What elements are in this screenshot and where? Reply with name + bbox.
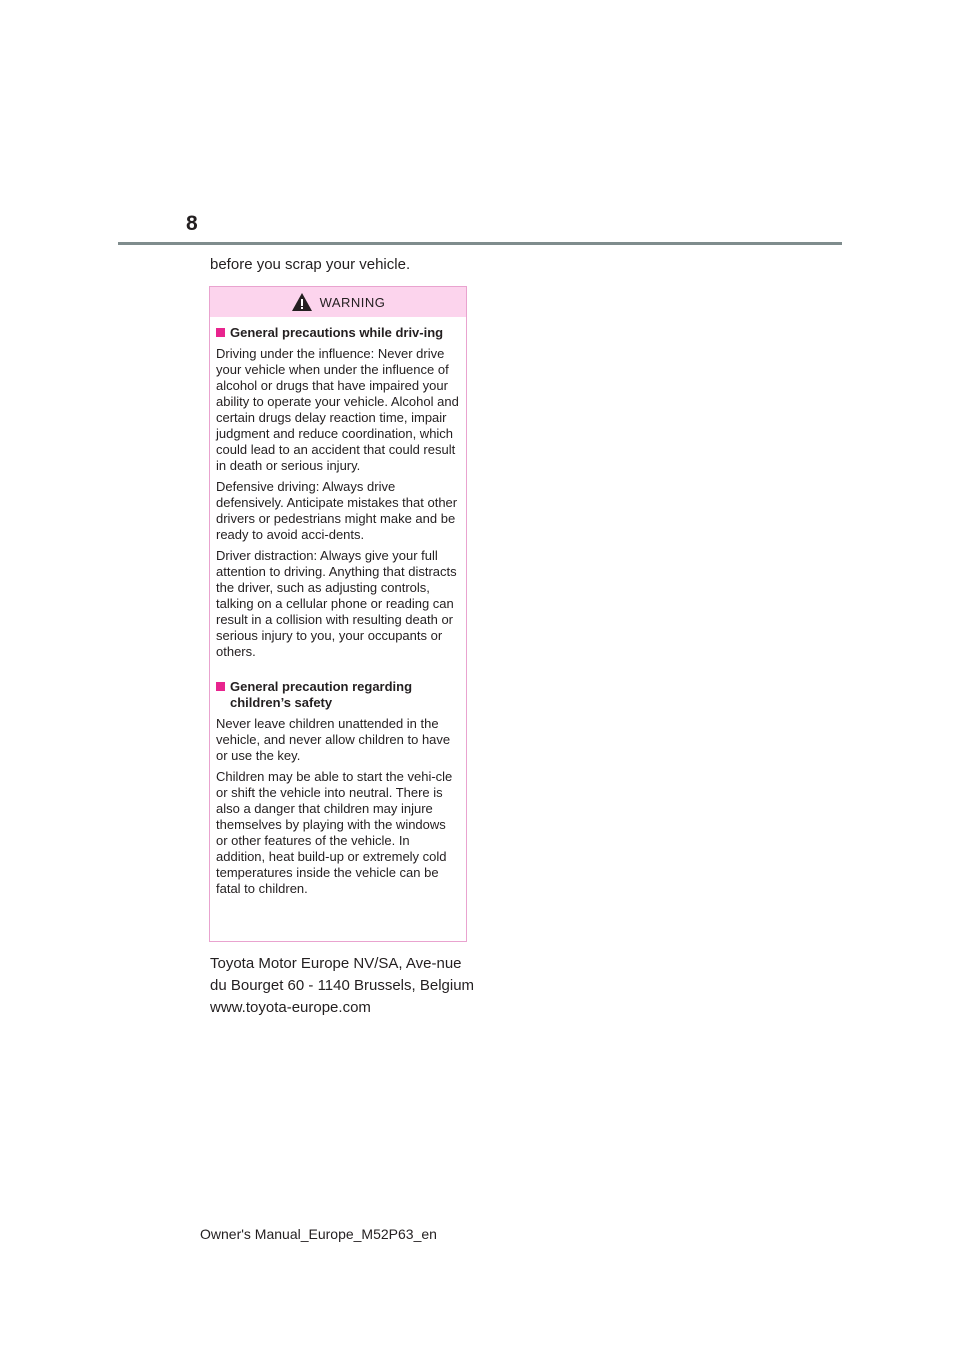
warning-box — [209, 286, 467, 942]
section-heading-text: General precaution regarding children’s safety — [230, 679, 413, 710]
warning-body — [210, 317, 466, 897]
section-heading-text: General precautions while driv-ing — [230, 325, 444, 340]
square-bullet-icon — [216, 328, 225, 337]
paragraph-children-start-vehicle: Children may be able to start the vehi-cle or shift the vehicle into neutral. There is also a danger that children may injure themselves by playing with the windows or other features of the vehicle. In addition, heat build-up or extremely cold temperatures inside the vehicle can be fatal to children. — [216, 769, 453, 896]
paragraph-driving-under-influence: Driving under the influence: Never drive your vehicle when under the influence of alcohol or drugs that have impaired your ability to operate your vehicle. Alcohol and certain drugs delay reaction time, impair judgment and reduce coordination, which could lead to an accident that could result in death or serious injury. — [216, 346, 459, 473]
footer-manual-id: Owner's Manual_Europe_M52P63_en — [200, 1226, 437, 1242]
manufacturer-address: Toyota Motor Europe NV/SA, Ave-nue du Bourget 60 - 1140 Brussels, Belgium www.toyota-europe.com — [210, 955, 475, 1016]
intro-text: before you scrap your vehicle. — [210, 256, 411, 273]
warning-header — [210, 287, 466, 317]
paragraph-unattended-children: Never leave children unattended in the vehicle, and never allow children to have or use the key. — [216, 716, 451, 763]
paragraph-driver-distraction: Driver distraction: Always give your full attention to driving. Anything that distracts the driver, such as adjusting controls, talking on a cellular phone or reading can result in a collision with resulting death or serious injury to you, your occupants or others. — [216, 548, 457, 659]
header-divider — [118, 242, 842, 245]
section-heading-childrens-safety — [216, 679, 460, 711]
section-heading-general-precautions — [216, 325, 460, 341]
warning-triangle-icon — [291, 292, 313, 312]
square-bullet-icon — [216, 682, 225, 691]
page-number: 8 — [186, 212, 198, 235]
warning-title: WARNING — [319, 294, 386, 310]
paragraph-defensive-driving: Defensive driving: Always drive defensively. Anticipate mistakes that other drivers or pedestrians might make and be ready to avoid acci-dents. — [216, 479, 458, 542]
